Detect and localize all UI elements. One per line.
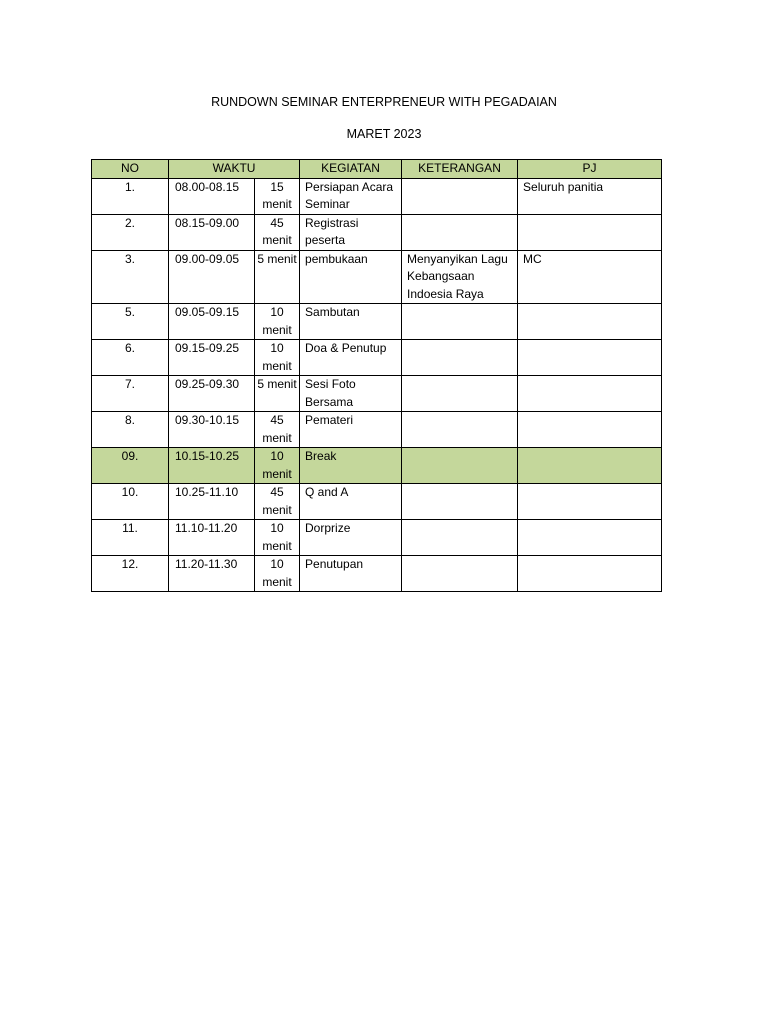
cell-keterangan (402, 448, 518, 484)
cell-no: 8. (92, 412, 169, 448)
cell-keterangan (402, 556, 518, 592)
table-row-highlighted (92, 448, 662, 484)
table-row (92, 250, 662, 304)
cell-no: 10. (92, 484, 169, 520)
cell-kegiatan: Sesi Foto Bersama (300, 376, 402, 412)
table-row (92, 376, 662, 412)
cell-pj (518, 376, 662, 412)
cell-kegiatan: Sambutan (300, 304, 402, 340)
cell-time: 10.25-11.10 (169, 484, 255, 520)
cell-pj (518, 556, 662, 592)
table-row (92, 340, 662, 376)
header-pj: PJ (518, 160, 662, 179)
cell-pj (518, 484, 662, 520)
rundown-table (91, 159, 662, 592)
cell-time: 10.15-10.25 (169, 448, 255, 484)
cell-kegiatan: Penutupan (300, 556, 402, 592)
cell-keterangan: Menyanyikan Lagu Kebangsaan Indoesia Raya (402, 250, 518, 304)
cell-no: 12. (92, 556, 169, 592)
cell-duration: 45 menit (255, 412, 300, 448)
cell-time: 09.25-09.30 (169, 376, 255, 412)
header-kegiatan: KEGIATAN (300, 160, 402, 179)
cell-time: 11.20-11.30 (169, 556, 255, 592)
header-waktu: WAKTU (169, 160, 300, 179)
document-title: RUNDOWN SEMINAR ENTERPRENEUR WITH PEGADAIAN (211, 95, 557, 109)
table-row (92, 304, 662, 340)
cell-pj (518, 412, 662, 448)
cell-duration: 15 menit (255, 178, 300, 214)
header-no: NO (92, 160, 169, 179)
cell-pj (518, 340, 662, 376)
cell-no: 2. (92, 214, 169, 250)
cell-duration: 45 menit (255, 214, 300, 250)
cell-duration: 10 menit (255, 448, 300, 484)
cell-time: 09.00-09.05 (169, 250, 255, 304)
cell-time: 09.30-10.15 (169, 412, 255, 448)
cell-pj: MC (518, 250, 662, 304)
cell-time: 09.05-09.15 (169, 304, 255, 340)
cell-no: 3. (92, 250, 169, 304)
cell-pj (518, 520, 662, 556)
cell-duration: 10 menit (255, 556, 300, 592)
cell-kegiatan: Pemateri (300, 412, 402, 448)
cell-keterangan (402, 304, 518, 340)
cell-no: 1. (92, 178, 169, 214)
cell-kegiatan: Persiapan Acara Seminar (300, 178, 402, 214)
cell-no: 7. (92, 376, 169, 412)
cell-kegiatan: Doa & Penutup (300, 340, 402, 376)
cell-keterangan (402, 484, 518, 520)
cell-time: 11.10-11.20 (169, 520, 255, 556)
table-row (92, 178, 662, 214)
cell-kegiatan: Dorprize (300, 520, 402, 556)
document-subtitle: MARET 2023 (346, 127, 422, 141)
table-row (92, 484, 662, 520)
table-row (92, 412, 662, 448)
cell-pj (518, 448, 662, 484)
cell-keterangan (402, 376, 518, 412)
cell-no: 6. (92, 340, 169, 376)
cell-time: 08.15-09.00 (169, 214, 255, 250)
header-keterangan: KETERANGAN (402, 160, 518, 179)
cell-duration: 45 menit (255, 484, 300, 520)
cell-pj (518, 304, 662, 340)
cell-no: 09. (92, 448, 169, 484)
cell-duration: 10 menit (255, 340, 300, 376)
cell-no: 11. (92, 520, 169, 556)
cell-keterangan (402, 520, 518, 556)
cell-no: 5. (92, 304, 169, 340)
cell-keterangan (402, 178, 518, 214)
table-row (92, 520, 662, 556)
cell-pj: Seluruh panitia (518, 178, 662, 214)
cell-keterangan (402, 214, 518, 250)
cell-keterangan (402, 340, 518, 376)
cell-kegiatan: pembukaan (300, 250, 402, 304)
cell-duration: 5 menit (255, 250, 300, 304)
cell-pj (518, 214, 662, 250)
cell-duration: 5 menit (255, 376, 300, 412)
cell-time: 08.00-08.15 (169, 178, 255, 214)
cell-kegiatan: Break (300, 448, 402, 484)
cell-keterangan (402, 412, 518, 448)
cell-kegiatan: Registrasi peserta (300, 214, 402, 250)
cell-duration: 10 menit (255, 304, 300, 340)
table-header-row (92, 160, 662, 179)
cell-kegiatan: Q and A (300, 484, 402, 520)
cell-time: 09.15-09.25 (169, 340, 255, 376)
table-row (92, 214, 662, 250)
table-row (92, 556, 662, 592)
cell-duration: 10 menit (255, 520, 300, 556)
